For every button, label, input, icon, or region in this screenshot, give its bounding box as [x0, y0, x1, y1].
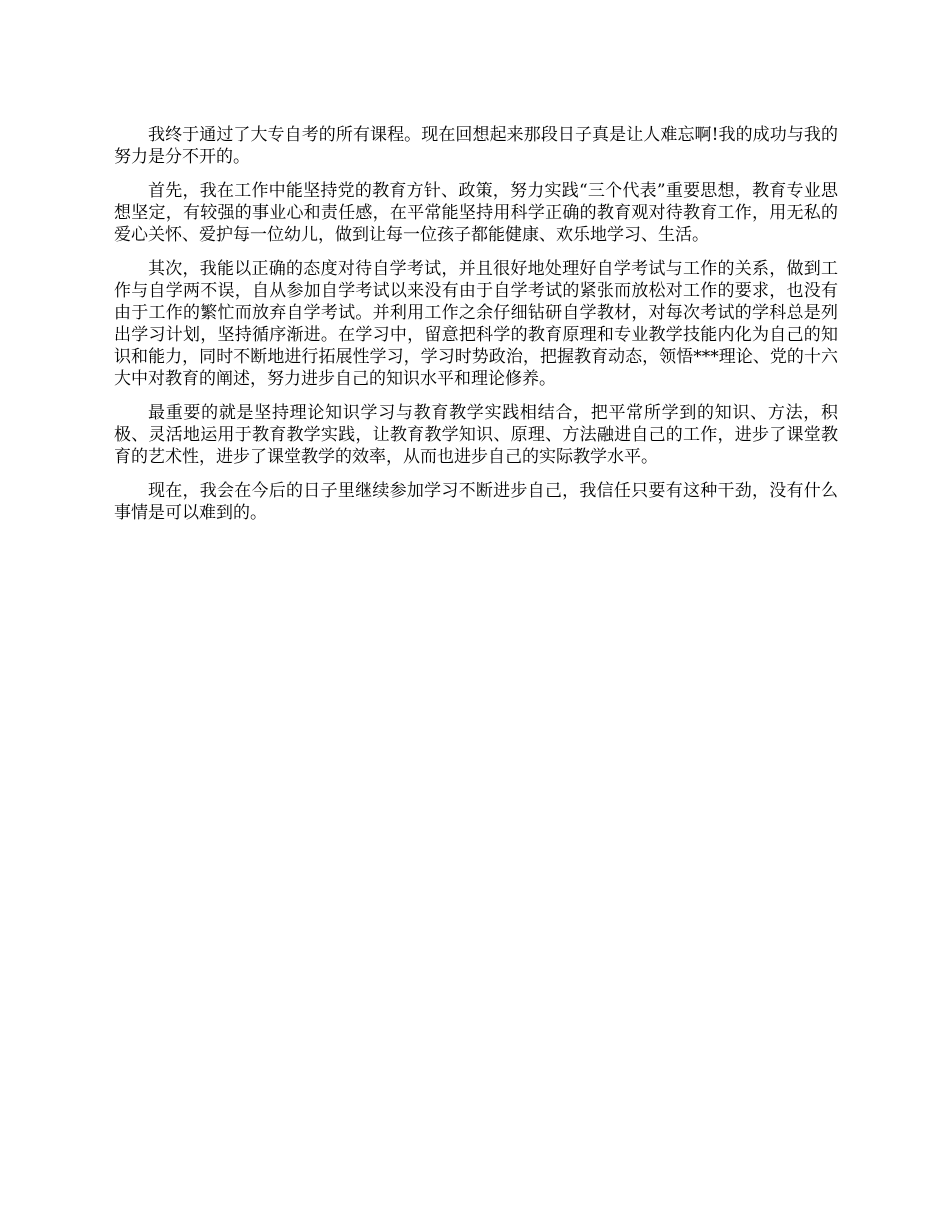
- paragraph-5: 现在，我会在今后的日子里继续参加学习不断进步自己，我信任只要有这种干劲，没有什么事情是可以难到的。: [114, 481, 838, 523]
- paragraph-1: 我终于通过了大专自考的所有课程。现在回想起来那段日子真是让人难忘啊!我的成功与我的努力是分不开的。: [114, 125, 838, 167]
- document-body: [114, 124, 838, 536]
- paragraph-2: 首先，我在工作中能坚持党的教育方针、政策，努力实践“三个代表”重要思想，教育专业思想坚定，有较强的事业心和责任感，在平常能坚持用科学正确的教育观对待教育工作，用无私的爱心关怀、爱护每一位幼儿，做到让每一位孩子都能健康、欢乐地学习、生活。: [114, 181, 838, 245]
- paragraph-3: 其次，我能以正确的态度对待自学考试，并且很好地处理好自学考试与工作的关系，做到工作与自学两不误，自从参加自学考试以来没有由于自学考试的紧张而放松对工作的要求，也没有由于工作的繁忙而放弃自学考试。并利用工作之余仔细钻研自学教材，对每次考试的学科总是列出学习计划，坚持循序渐进。在学习中，留意把科学的教育原理和专业教学技能内化为自己的知识和能力，同时不断地进行拓展性学习，学习时势政治，把握教育动态，领悟***理论、党的十六大中对教育的阐述，努力进步自己的知识水平和理论修养。: [114, 259, 838, 389]
- paragraph-4: 最重要的就是坚持理论知识学习与教育教学实践相结合，把平常所学到的知识、方法，积极、灵活地运用于教育教学实践，让教育教学知识、原理、方法融进自己的工作，进步了课堂教育的艺术性，进步了课堂教学的效率，从而也进步自己的实际教学水平。: [114, 403, 838, 467]
